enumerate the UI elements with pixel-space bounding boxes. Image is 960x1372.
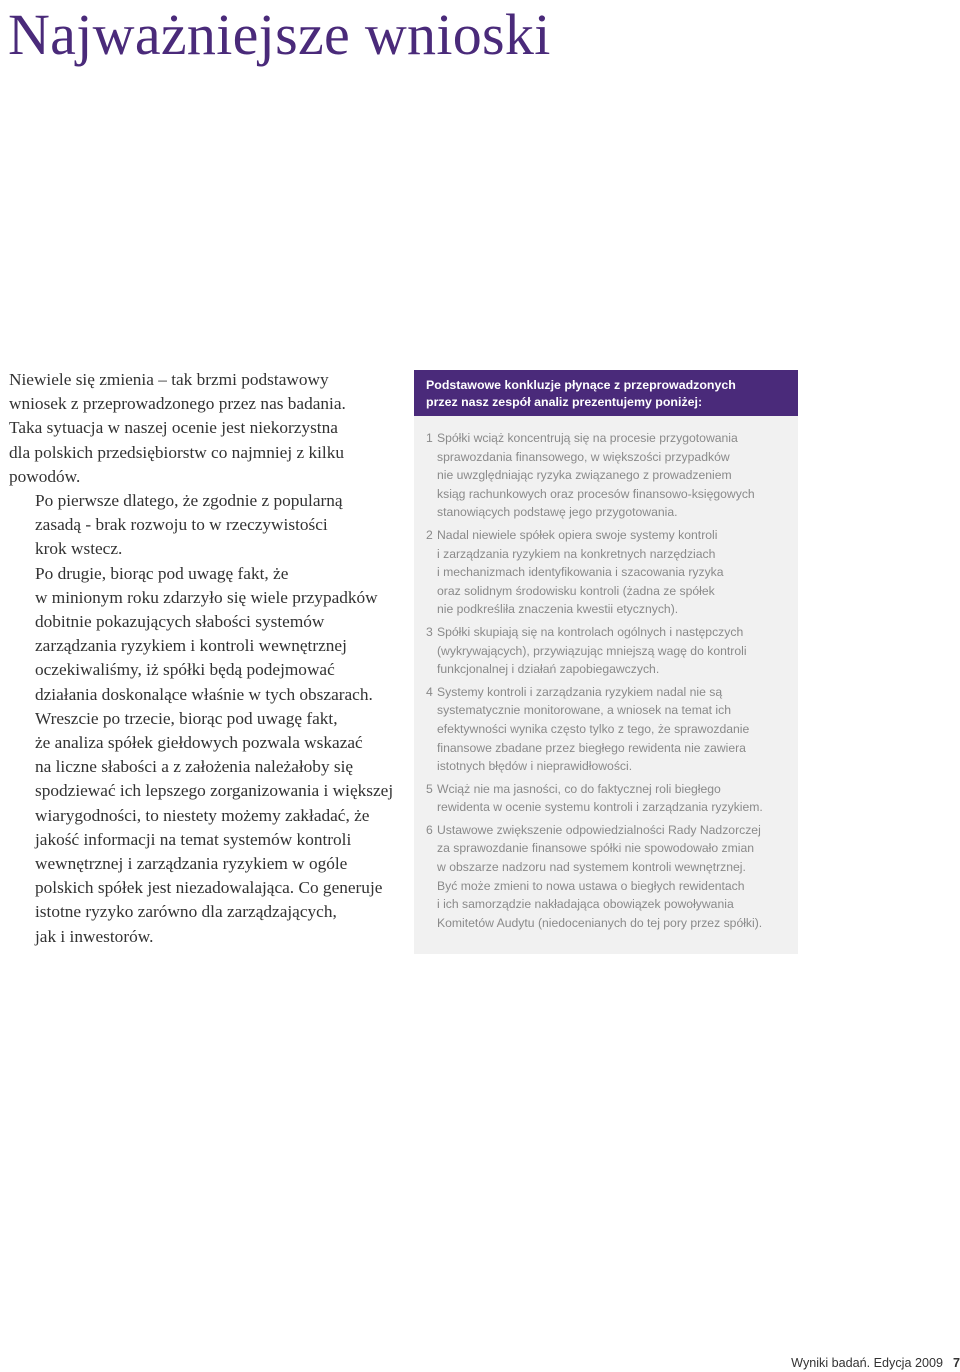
text-line: Spółki wciąż koncentrują się na procesie przygotowania [437,431,738,445]
item-text [437,623,798,679]
text-line: Niewiele się zmienia – tak brzmi podstawowy [9,370,329,389]
text-line: jakość informacji na temat systemów kontroli [35,829,352,849]
item-number: 3 [426,624,433,639]
text-line: wiarygodności, to niestety możemy zakładać, że [35,805,370,825]
text-line: Komitetów Audytu (niedocenianych do tej pory przez spółki). [437,915,763,930]
text-line: jak i inwestorów. [35,926,154,946]
text-line: Systemy kontroli i zarządzania ryzykiem nadal nie są [437,684,723,699]
text-line: Wreszcie po trzecie, biorąc pod uwagę fakt, [35,708,338,728]
paragraph [9,489,401,562]
text-line: w minionym roku zdarzyło się wiele przypadków [35,587,378,607]
paragraph [9,562,401,707]
item-number: 1 [426,431,433,445]
paragraph [9,707,401,949]
text-line: w obszarze nadzoru nad systemem kontroli wewnętrznej. [437,860,746,875]
text-line: nie podkreśliła znaczenia kwestii etycznych). [437,602,679,617]
text-line: funkcjonalnej i działań zapobiegawczych. [437,662,660,677]
text-line: (wykrywających), przywiązując mniejszą wagę do kontroli [437,643,747,658]
text-line: efektywności wynika często tylko z tego, że sprawozdanie [437,721,750,736]
text-line: rewidenta w ocenie systemu kontroli i zarządzania ryzykiem. [437,800,763,815]
text-line: ksiąg rachunkowych oraz procesów finansowo-księgowych [437,486,755,501]
item-number: 5 [426,781,433,796]
text-line: finansowe zbadane przez biegłego rewidenta nie zawiera [437,740,746,755]
text-line: sprawozdania finansowego, w większości przypadków [437,449,730,464]
text-line: oraz solidnym środowisku kontroli (żadna ze spółek [437,583,715,598]
text-line: działania doskonalące właśnie w tych obszarach. [35,684,373,704]
text-line: Być może zmieni to nowa ustawa o biegłych rewidentach [437,878,745,893]
item-text [437,821,798,933]
text-line: dobitnie pokazujących słabości systemów [35,612,325,632]
text-line: i ich samorządzie nakładająca obowiązek powoływania [437,897,734,912]
text-line: Po drugie, biorąc pod uwagę fakt, że [35,563,289,583]
item-text [437,526,798,619]
text-line: oczekiwaliśmy, iż spółki będą podejmować [35,660,335,680]
item-number: 2 [426,527,433,542]
text-line: że analiza spółek giełdowych pozwala wskazać [35,733,363,753]
text-line: systematycznie monitorowane, a wniosek na temat ich [437,703,731,718]
text-line: nie uwzględniając ryzyka związanego z prowadzeniem [437,468,732,483]
page-title: Najważniejsze wnioski [8,2,551,67]
list-item [426,821,798,933]
item-text [437,429,798,522]
text-line: spodziewać ich lepszego zorganizowania i większej [35,781,394,801]
heading-line: przez nasz zespół analiz prezentujemy poniżej: [426,395,703,409]
list-item [426,780,798,817]
text-line: istotne ryzyko zarówno dla zarządzających, [35,902,337,922]
text-line: wewnętrznej i zarządzania ryzykiem w ogóle [35,854,348,874]
text-line: powodów. [9,466,81,486]
text-line: Wciąż nie ma jasności, co do faktycznej roli biegłego [437,781,721,796]
item-text [437,780,798,817]
text-line: krok wstecz. [35,539,123,559]
text-line: na liczne słabości a z założenia należałoby się [35,757,354,777]
text-line: Taka sytuacja w naszej ocenie jest niekorzystna [9,418,338,438]
text-line: Nadal niewiele spółek opiera swoje systemy kontroli [437,527,718,542]
main-text-column [9,368,401,949]
text-line: za sprawozdanie finansowe spółki nie spowodowało zmian [437,841,755,856]
text-line: Ustawowe zwiększenie odpowiedzialności Rady Nadzorczej [437,822,761,837]
conclusions-box-heading [414,370,798,416]
footer-text: Wyniki badań. Edycja 2009 [791,1356,943,1370]
text-line: zasadą - brak rozwoju to w rzeczywistości [35,515,328,535]
item-number: 6 [426,822,433,837]
text-line: i mechanizmach identyfikowania i szacowania ryzyka [437,565,724,580]
text-line: istotnych błędów i nieprawidłowości. [437,759,633,774]
item-text [437,683,798,776]
item-number: 4 [426,684,433,699]
text-line: Spółki skupiają się na kontrolach ogólnych i następczych [437,624,744,639]
paragraph [9,368,401,489]
text-line: dla polskich przedsiębiorstw co najmniej z kilku [9,442,344,462]
list-item [426,683,798,776]
conclusions-box [414,370,798,954]
text-line: Po pierwsze dlatego, że zgodnie z popularną [35,491,343,511]
page-footer [791,1355,960,1371]
text-line: polskich spółek jest niezadowalająca. Co generuje [35,878,383,898]
text-line: wniosek z przeprowadzonego przez nas badania. [9,394,346,414]
text-line: stanowiących podstawę jego przygotowania. [437,505,678,520]
list-item [426,526,798,619]
text-line: i zarządzania ryzykiem na konkretnych narzędziach [437,546,716,561]
list-item [426,623,798,679]
conclusions-list [414,416,798,932]
heading-line: Podstawowe konkluzje płynące z przeprowadzonych [426,378,736,392]
text-line: zarządzania ryzykiem i kontroli wewnętrznej [35,636,347,656]
page-number: 7 [952,1356,960,1370]
list-item [426,429,798,522]
